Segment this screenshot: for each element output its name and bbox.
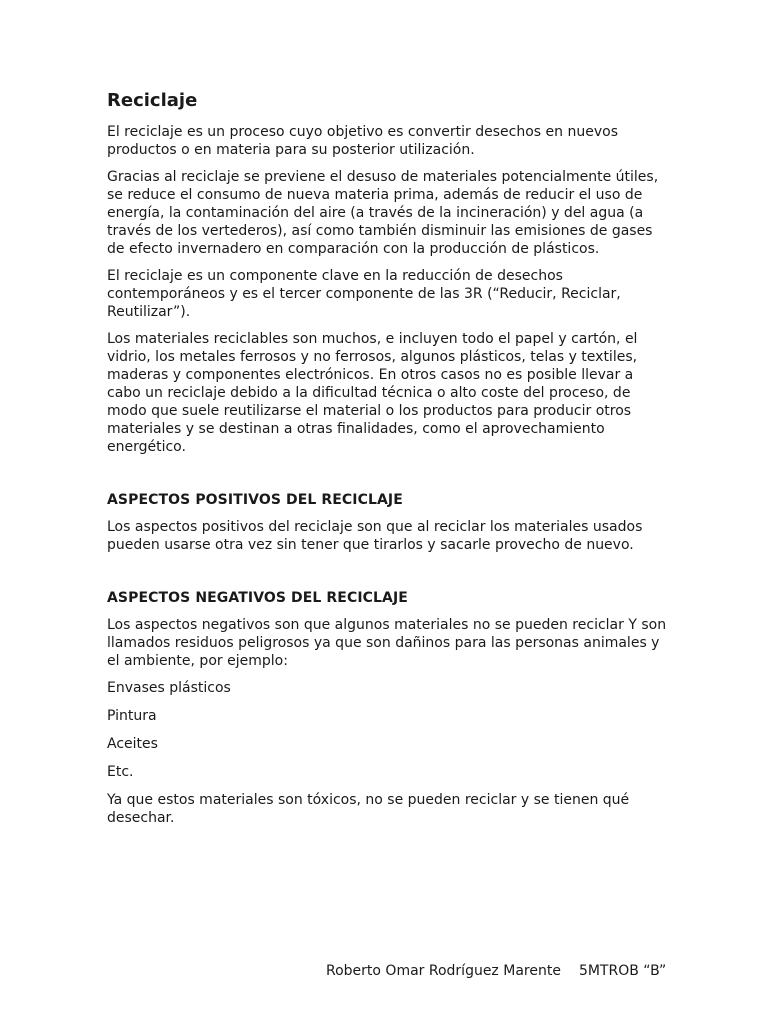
author-name: Roberto Omar Rodríguez Marente (326, 963, 561, 979)
class-group: 5MTROB “B” (578, 963, 667, 979)
intro-paragraph-1: El reciclaje es un proceso cuyo objetivo es convertir desechos en nuevos productos o en materia para su posterior utilización. (107, 124, 618, 158)
document-body (107, 88, 667, 836)
list-item: Pintura (107, 708, 157, 724)
positive-heading: ASPECTOS POSITIVOS DEL RECICLAJE (107, 492, 403, 508)
negative-heading: ASPECTOS NEGATIVOS DEL RECICLAJE (107, 590, 408, 606)
positive-paragraph: Los aspectos positivos del reciclaje son que al reciclar los materiales usados pueden usarse otra vez sin tener que tirarlos y sacarle provecho de nuevo. (107, 519, 643, 553)
intro-paragraph-3: El reciclaje es un componente clave en la reducción de desechos contemporáneos y es el tercer componente de las 3R (“Reducir, Reciclar, Reutilizar”). (107, 268, 621, 320)
intro-paragraph-2: Gracias al reciclaje se previene el desuso de materiales potencialmente útiles, se reduce el consumo de nueva materia prima, además de reducir el uso de energía, la contaminación del aire (a través de la incineración) y del agua (a través de los vertederos), así como también disminuir las emisiones de gases de efecto invernadero en comparación con la producción de plásticos. (107, 169, 659, 257)
page-title: Reciclaje (107, 90, 198, 111)
list-item: Etc. (107, 764, 134, 780)
list-item: Envases plásticos (107, 680, 231, 696)
closing-paragraph: Ya que estos materiales son tóxicos, no se pueden reciclar y se tienen qué desechar. (107, 792, 630, 826)
negative-paragraph: Los aspectos negativos son que algunos materiales no se pueden reciclar Y son llamados residuos peligrosos ya que son dañinos para las personas animales y el ambiente, por ejemplo: (107, 617, 667, 669)
intro-paragraph-4: Los materiales reciclables son muchos, e incluyen todo el papel y cartón, el vidrio, los metales ferrosos y no ferrosos, algunos plásticos, telas y textiles, maderas y componentes electrónicos. En otros casos no es posible llevar a cabo un reciclaje debido a la dificultad técnica o alto coste del proceso, de modo que suele reutilizarse el material o los productos para producir otros materiales y se destinan a otras finalidades, como el aprovechamiento energético. (107, 331, 638, 455)
hazard-list (107, 679, 667, 781)
list-item: Aceites (107, 736, 158, 752)
footer (326, 962, 666, 980)
